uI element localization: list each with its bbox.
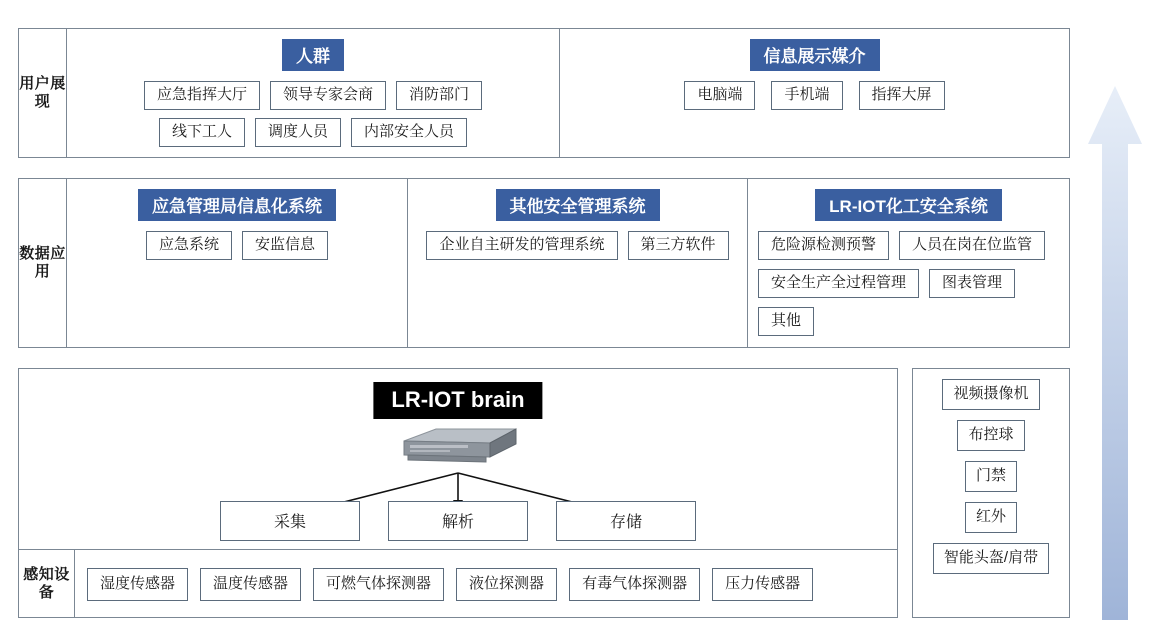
group-other-safety-system bbox=[407, 179, 747, 347]
process-parse[interactable]: 解析 bbox=[388, 501, 528, 541]
band-platform bbox=[18, 368, 898, 618]
chip-people-5[interactable]: 内部安全人员 bbox=[351, 118, 467, 147]
group-people-header: 人群 bbox=[282, 39, 344, 71]
sensor-row-label: 感知设备 bbox=[19, 550, 75, 618]
group-other-safety-system-chips bbox=[418, 231, 737, 260]
chip-sensor-0[interactable]: 湿度传感器 bbox=[87, 568, 188, 601]
band-data-application-label: 数据应用 bbox=[19, 179, 67, 347]
chip-people-1[interactable]: 领导专家会商 bbox=[270, 81, 386, 110]
process-store[interactable]: 存储 bbox=[556, 501, 696, 541]
band-data-application-columns bbox=[67, 179, 1069, 347]
group-lr-iot-chemical-safety-system-chips bbox=[758, 231, 1059, 336]
chip-media-1[interactable]: 手机端 bbox=[771, 81, 842, 110]
upward-arrow-icon bbox=[1088, 86, 1142, 620]
chip-app-2-4[interactable]: 其他 bbox=[758, 307, 814, 336]
chip-app-2-1[interactable]: 人员在岗在位监管 bbox=[899, 231, 1045, 260]
chip-sensor-1[interactable]: 温度传感器 bbox=[200, 568, 301, 601]
group-display-media-header: 信息展示媒介 bbox=[750, 39, 880, 71]
group-people bbox=[67, 29, 559, 157]
chip-device-3[interactable]: 红外 bbox=[965, 502, 1017, 533]
chip-device-4[interactable]: 智能头盔/肩带 bbox=[933, 543, 1049, 574]
group-display-media-chips bbox=[605, 81, 1025, 110]
chip-sensor-4[interactable]: 有毒气体探测器 bbox=[569, 568, 700, 601]
brain-area bbox=[19, 369, 897, 550]
band-data-application bbox=[18, 178, 1070, 348]
group-lr-iot-chemical-safety-system-header: LR-IOT化工安全系统 bbox=[815, 189, 1002, 221]
band-devices bbox=[912, 368, 1070, 618]
group-display-media bbox=[559, 29, 1069, 157]
sensor-chips bbox=[75, 550, 897, 618]
group-emergency-bureau-system bbox=[67, 179, 407, 347]
chip-sensor-3[interactable]: 液位探测器 bbox=[456, 568, 557, 601]
chip-sensor-2[interactable]: 可燃气体探测器 bbox=[313, 568, 444, 601]
chip-device-2[interactable]: 门禁 bbox=[965, 461, 1017, 492]
chip-people-0[interactable]: 应急指挥大厅 bbox=[144, 81, 260, 110]
brain-title: LR-IOT brain bbox=[373, 382, 542, 419]
chip-device-0[interactable]: 视频摄像机 bbox=[942, 379, 1039, 410]
chip-app-0-0[interactable]: 应急系统 bbox=[146, 231, 232, 260]
chip-sensor-5[interactable]: 压力传感器 bbox=[712, 568, 813, 601]
chip-people-2[interactable]: 消防部门 bbox=[396, 81, 482, 110]
band-user-presentation-columns bbox=[67, 29, 1069, 157]
chip-app-1-1[interactable]: 第三方软件 bbox=[628, 231, 729, 260]
process-collect[interactable]: 采集 bbox=[220, 501, 360, 541]
process-row bbox=[220, 501, 696, 541]
group-emergency-bureau-system-header: 应急管理局信息化系统 bbox=[138, 189, 336, 221]
band-user-presentation bbox=[18, 28, 1070, 158]
chip-media-2[interactable]: 指挥大屏 bbox=[859, 81, 945, 110]
group-other-safety-system-header: 其他安全管理系统 bbox=[496, 189, 660, 221]
group-lr-iot-chemical-safety-system bbox=[747, 179, 1069, 347]
chip-people-4[interactable]: 调度人员 bbox=[255, 118, 341, 147]
band-user-presentation-label: 用户展现 bbox=[19, 29, 67, 157]
group-emergency-bureau-system-chips bbox=[77, 231, 397, 260]
chip-app-2-2[interactable]: 安全生产全过程管理 bbox=[758, 269, 919, 298]
group-people-chips bbox=[103, 81, 523, 147]
chip-people-3[interactable]: 线下工人 bbox=[159, 118, 245, 147]
chip-app-1-0[interactable]: 企业自主研发的管理系统 bbox=[426, 231, 617, 260]
chip-app-2-0[interactable]: 危险源检测预警 bbox=[758, 231, 889, 260]
sensor-row bbox=[19, 550, 897, 618]
chip-app-2-3[interactable]: 图表管理 bbox=[929, 269, 1015, 298]
chip-app-0-1[interactable]: 安监信息 bbox=[242, 231, 328, 260]
chip-device-1[interactable]: 布控球 bbox=[957, 420, 1024, 451]
chip-media-0[interactable]: 电脑端 bbox=[684, 81, 755, 110]
